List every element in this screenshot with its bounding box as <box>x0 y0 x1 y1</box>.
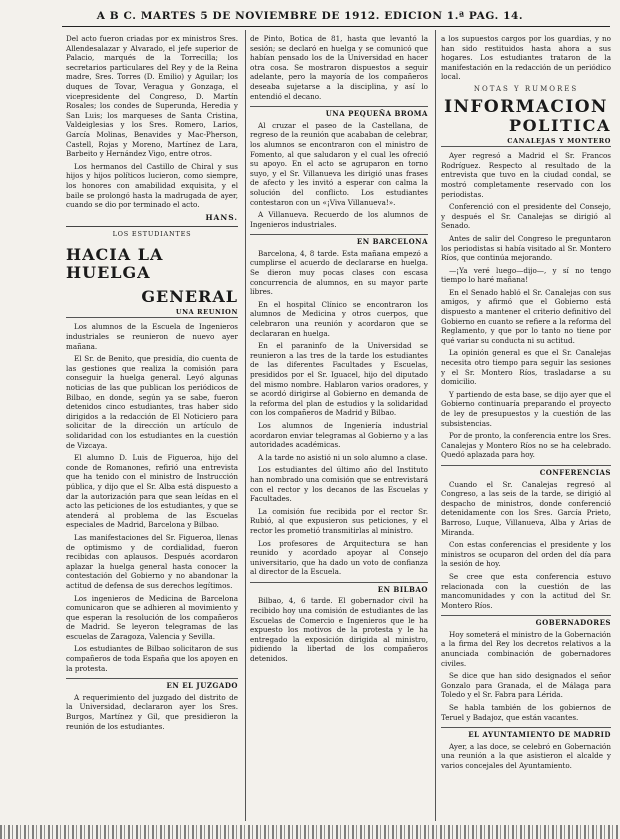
paragraph: En el hospital Clínico se encontraron los alumnos de Medicina y otros cuerpos, que celebraron una reunión y acordaron que se declararan en huelga. <box>250 299 428 338</box>
paragraph: A requerimiento del juzgado del distrito de la Universidad, declararon ayer los Sres. Burgos, Martínez y Gil, que presidieron la reunión de los estudiantes. <box>66 692 238 731</box>
column-3 <box>441 34 611 774</box>
section-label: EN BILBAO <box>250 582 428 595</box>
column-divider <box>245 30 246 821</box>
paragraph: En el paraninfo de la Universidad se reunieron a las tres de la tarde los estudiantes de las diferentes Facultades y Escuelas, presididos por el Sr. Iguacel, hijo del diputado del mismo nombre. Hablaron varios oradores, y se acordó dirigirse al Gobierno en demanda de la reforma del plan de estudios y la solidaridad con los compañeros de Madrid y Bilbao. <box>250 341 428 418</box>
paragraph: Los ingenieros de Medicina de Barcelona comunicaron que se adhieren al movimiento y que esperan la resolución de los compañeros de Madrid. Se leyeron telegramas de las escuelas de Zaragoza, Valencia y Sevilla. <box>66 593 238 641</box>
headline: GENERAL <box>141 286 238 306</box>
section-title: INFORMACION <box>444 96 608 117</box>
paragraph: Se habla también de los gobiernos de Teruel y Badajoz, que están vacantes. <box>441 703 611 722</box>
paragraph: El Sr. de Benito, que presidía, dio cuenta de las gestiones que realiza la comisión para conseguir la huelga general. Leyó algunas noticias de las que publican los periódicos de Bilbao, en donde, según ya se sabe, fueron detenidos cinco estudiantes, tras haber sido dirigidos a la redacción de El Noticiero para solicitar de la dirección un artículo de solidaridad con los estudiantes en la cuestión de Vizcaya. <box>66 354 238 450</box>
paragraph: El alumno D. Luis de Figueroa, hijo del conde de Romanones, refirió una entrevista que ha tenido con el ministro de Instrucción pública, y dijo que el Sr. Alba está dispuesto a dar la autorización para que sean leídas en el acto las peticiones de los estudiantes, y que se atenderá al problema de las Escuelas especiales de Madrid, Barcelona y Bilbao. <box>66 453 238 530</box>
paragraph: Con estas conferencias el presidente y los ministros se ocuparon del orden del día para la sesión de hoy. <box>441 540 611 569</box>
paragraph: Se cree que esta conferencia estuvo relacionada con la cuestión de las mancomunidades y con la actitud del Sr. Montero Ríos. <box>441 571 611 610</box>
page-header: A B C. MARTES 5 DE NOVIEMBRE DE 1912. EDICION 1.ª PAG. 14. <box>96 10 524 22</box>
paragraph: Y partiendo de esta base, se dijo ayer que el Gobierno continuaría preparando el proyecto de ley de presupuestos y la cuestión de las subsistencias. <box>441 389 611 428</box>
paragraph: Los profesores de Arquitectura se han reunido y acordado apoyar al Consejo universitario, que ha dado un voto de confianza al director de la Escuela. <box>250 538 428 577</box>
paragraph: Ayer regresó a Madrid el Sr. Francos Rodríguez. Respecto al resultado de la entrevista que tuvo en la ciudad condal, se mostró completamente reservado con los periodistas. <box>441 151 611 199</box>
paragraph: a los supuestos cargos por los guardias, y no han sido restituidos hasta ahora a sus hogares. Los estudiantes trataron de la manifestación en la redacción de un periódico local. <box>441 34 611 82</box>
scan-edge-strip <box>0 825 620 839</box>
section-label: EN EL JUZGADO <box>66 678 238 691</box>
paragraph: Hoy someterá el ministro de la Gobernación a la firma del Rey los decretos relativos a la anunciada combinación de gobernadores civiles. <box>441 629 611 668</box>
paragraph: Antes de salir del Congreso le preguntaron los periodistas si había visitado al Sr. Montero Ríos, que continúa mejorando. <box>441 233 611 263</box>
paragraph: Los estudiantes del último año del Instituto han nombrado una comisión que se entrevistará con el rector y los decanos de las Escuelas y Facultades. <box>250 465 428 504</box>
section-label: CONFERENCIAS <box>441 465 611 478</box>
section-label: UNA PEQUEÑA BROMA <box>250 106 428 119</box>
paragraph: Las manifestaciones del Sr. Figueroa, llenas de optimismo y de cordialidad, fueron recibidas con aplausos. Después acordaron aplazar la huelga general hasta conocer la contestación del Gobierno y no abandonar la actitud de defensa de sus derechos legítimos. <box>66 532 238 590</box>
paragraph: La comisión fue recibida por el rector Sr. Rubió, al que expusieron sus peticiones, y el rector les prometió transmitirlas al ministro. <box>250 506 428 535</box>
paragraph: Los alumnos de la Escuela de Ingenieros industriales se reunieron de nuevo ayer mañana. <box>66 322 238 351</box>
paragraph: Cuando el Sr. Canalejas regresó al Congreso, a las seis de la tarde, se dirigió al despacho de ministros, donde conferenció detenidamente con los Sres. García Prieto, Barroso, Luque, Villanueva, Alba y Arias de Miranda. <box>441 479 611 537</box>
paragraph: A Villanueva. Recuerdo de los alumnos de Ingenieros industriales. <box>250 210 428 229</box>
paragraph: Los alumnos de Ingeniería industrial acordaron enviar telegramas al Gobierno y a las autoridades académicas. <box>250 420 428 450</box>
paragraph: Al cruzar el paseo de la Castellana, de regreso de la reunión que acababan de celebrar, los alumnos se encontraron con el ministro de Fomento, al que saludaron y el cual les ofreció su apoyo. En el acto se agruparon en torno suyo, y el Sr. Villanueva les dirigió unas frases de afecto y les invitó a esperar con calma la solución del conflicto. Los estudiantes contestaron con un «¡Viva Villanueva!». <box>250 120 428 207</box>
paragraph: Los estudiantes de Bilbao solicitaron de sus compañeros de toda España que los apoyen en la protesta. <box>66 644 238 673</box>
section-label: LOS ESTUDIANTES <box>66 226 238 240</box>
paragraph: Conferenció con el presidente del Consejo, y después el Sr. Canalejas se dirigió al Senado. <box>441 202 611 231</box>
paragraph: —¡Ya veré luego—dijo—, y sí no tengo tiempo lo haré mañana! <box>441 265 611 285</box>
subheadline: UNA REUNION <box>66 308 238 319</box>
column-divider <box>435 30 436 821</box>
section-label: NOTAS Y RUMORES <box>473 84 579 93</box>
paragraph: A la tarde no asistió ni un solo alumno a clase. <box>258 452 428 462</box>
paragraph: de Pinto, Botica de 81, hasta que levantó la sesión; se declaró en huelga y se comunicó que habían pensado los de la Universidad en hacer otra cosa. Se mostraron dispuestos a seguir adelante, pero la mayoría de los compañeros deseaba sujetarse a la disciplina, y así lo entendió el decano. <box>250 34 428 101</box>
subheadline: CANALEJAS Y MONTERO <box>441 137 611 148</box>
paragraph: En el Senado habló el Sr. Canalejas con sus amigos, y afirmó que el Gobierno está dispuesto a mantener el criterio definitivo del Gobierno en cuanto se refiere a la reforma del Reglamento, y que por lo tanto no tiene por qué variar su conducta ni su actitud. <box>441 287 611 345</box>
header-rule <box>62 26 610 27</box>
section-label: EL AYUNTAMIENTO DE MADRID <box>441 727 611 740</box>
paragraph: Barcelona, 4, 8 tarde. Esta mañana empezó a cumplirse el acuerdo de declararse en huelga. Se dieron muy pocas clases con escasa concurrencia de alumnos, en su mayor parte libres. <box>250 248 428 297</box>
paragraph: Del acto fueron criadas por ex ministros Sres. Allendesalazar y Alvarado, el jefe superior de Palacio, marqués de la Torrecilla; los secretarios particulares del Rey y de la Reina madre, Sres. Torres (D. Emilio) y Aguilar; los duques de Tovar, Veragua y Gonzaga, el vicepresidente del Congreso, D. Martín Rosales; los condes de Superunda, Heredia y San Luis; los marqueses de Santa Cristina, Valdeiglesias y los Sres. Romero, Larios, García Molinas, Benavides y Mac-Pherson, Castell, Rojas y Moreno, Martínez de Lara, Barbeito y Hernández Vigo, entre otros. <box>66 34 238 159</box>
column-2 <box>250 34 428 667</box>
signature: HANS. <box>205 212 238 222</box>
paragraph: Bilbao, 4, 6 tarde. El gobernador civil ha recibido hoy una comisión de estudiantes de las Escuelas de Comercio e Ingenieros que le ha expuesto los motivos de la protesta y le ha entregado la exposición dirigida al ministro, pidiendo la libertad de los compañeros detenidos. <box>250 596 428 664</box>
section-title: POLITICA <box>508 115 611 135</box>
paragraph: La opinión general es que el Sr. Canalejas necesita otro tiempo para seguir las sesiones y el Sr. Montero Ríos, trasladarse a su domicilio. <box>441 348 611 387</box>
section-label: EN BARCELONA <box>250 234 428 247</box>
section-label: GOBERNADORES <box>441 615 611 628</box>
column-1 <box>66 34 238 734</box>
paragraph: Se dice que han sido designados el señor Gonzalo para Granada, el de Málaga para Toledo y el Sr. Fabra para Lérida. <box>441 671 611 700</box>
headline: HACIA LA HUELGA <box>66 244 164 282</box>
paragraph: Los hermanos del Castillo de Chiral y sus hijos y hijos políticos lucieron, como siempre, los honores con amabilidad exquisita, y el baile se prolongó hasta la madrugada de ayer, cuando se dio por terminado el acto. <box>66 161 238 210</box>
paragraph: Ayer, a las doce, se celebró en Gobernación una reunión a la que asistieron el alcalde y varios concejales del Ayuntamiento. <box>441 741 611 770</box>
paragraph: Por de pronto, la conferencia entre los Sres. Canalejas y Montero Ríos no se ha celebrado. Quedó aplazada para hoy. <box>441 431 611 460</box>
